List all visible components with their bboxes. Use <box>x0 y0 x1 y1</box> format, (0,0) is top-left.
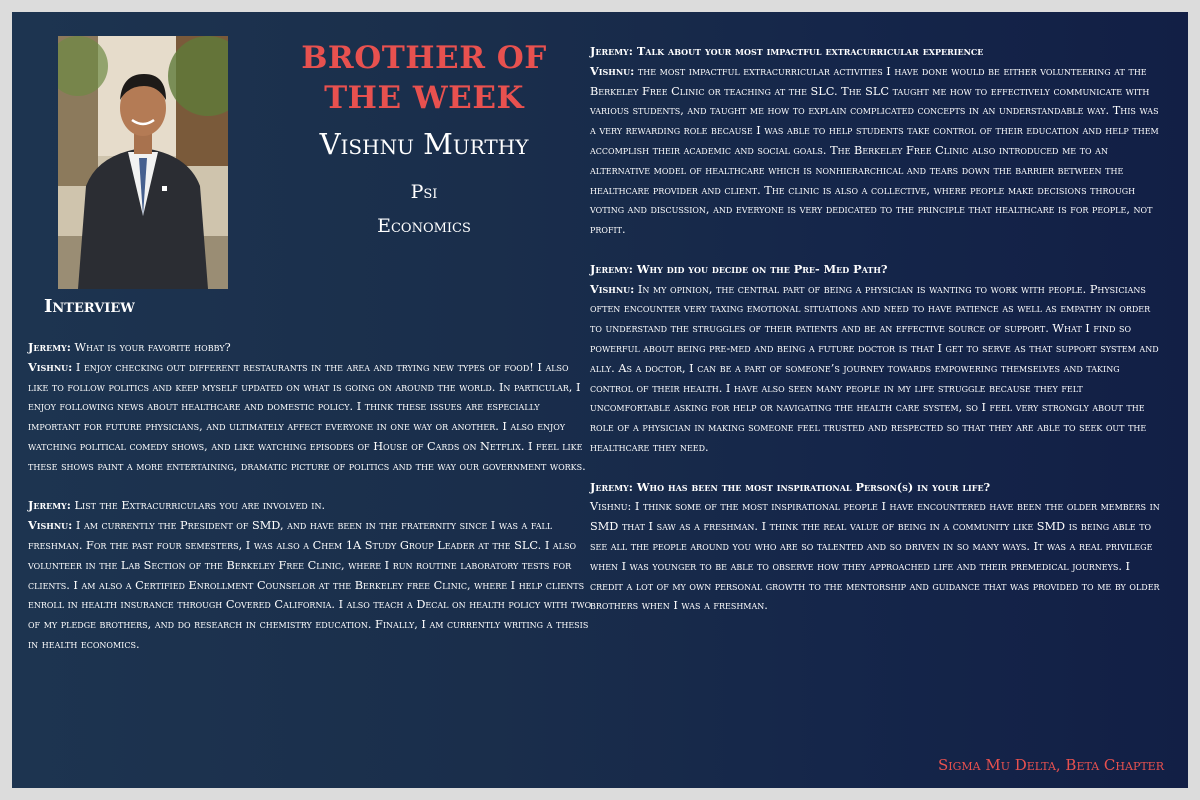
question-speaker: Jeremy: <box>28 340 71 354</box>
answer-text: the most impactful extracurricular activities I have done would be either volunteering at the Berkeley Free Clinic or teaching at the SLC. The SLC taught me how to effectively communicate with various students, and taught me how to explain complicated concepts in an understandable way. This was a very rewarding role because I was able to help students take control of their education and help them accomplish their academic and social goals. The Berkeley Free Clinic also introduced me to an alternative model of healthcare which is nonhierarchical and tears down the barrier between the healthcare provider and client. The clinic is also a collective, where people make decisions through voting and discussion, and everyone is very dedicated to the principle that healthcare is for people, not profit. <box>590 64 1159 237</box>
answer-speaker: Vishnu: <box>28 518 73 533</box>
qa-block <box>28 338 592 477</box>
question-speaker: Jeremy: <box>590 261 633 276</box>
answer <box>590 280 1162 458</box>
answer-text: I enjoy checking out different restaurants in the area and trying new types of food! I also like to follow politics and keep myself updated on what is going on around the world. In particular, I enjoy following news about healthcare and domestic policy. I think these issues are especially important for future physicians, and ultimately affect everyone in one way or another. I also enjoy watching political comedy shows, and like watching episodes of House of Cards on Netflix. I feel like these shows paint a more entertaining, dramatic picture of politics and the way our government works. <box>28 360 586 473</box>
answer <box>590 497 1162 616</box>
chapter-footer: Sigma Mu Delta, Beta Chapter <box>937 756 1164 774</box>
header-block <box>284 36 564 238</box>
interview-heading: Interview <box>44 296 135 317</box>
brother-name: Vishnu Murthy <box>319 127 529 161</box>
question-text: List the Extracurriculars you are involved in. <box>70 499 326 513</box>
portrait-illustration <box>58 36 228 289</box>
qa-block <box>590 42 1162 240</box>
question-text: Who has been the most inspirational Person(s) in your life? <box>632 479 991 494</box>
question-speaker: Jeremy: <box>28 498 71 513</box>
answer-text: I think some of the most inspirational people I have encountered have been the older members in SMD that I saw as a freshman. I think the real value of being in a community like SMD is being able to see all the people around you who are so talented and so driven in so many ways. It was a real privilege when I was younger to be able to observe how they approached life and their premedical journeys. I credit a lot of my own personal growth to the mentorship and guidance that was provided to me by older brothers when I was a freshman. <box>590 500 1160 613</box>
answer-text: In my opinion, the central part of being a physician is wanting to work with people. Physicians often encounter very taxing emotional situations and need to have patience as well as empathy in order to understand the struggles of their patients and be an effective source of support. What I find so powerful about being pre-med and being a future doctor is that I get to serve as that support system and ally. As a doctor, I can be a part of someone’s journey towards empowering themselves and taking control of their health. I have also seen many people in my life struggle because they felt uncomfortable asking for help or navigating the health care system, so I feel very strongly about the role of a physician in making someone feel trusted and respected so that they are able to seek out the healthcare they need. <box>590 282 1159 454</box>
qa-block <box>590 478 1162 617</box>
answer <box>590 62 1162 240</box>
answer-speaker: Vishnu: <box>28 359 73 374</box>
portrait-photo <box>58 36 228 289</box>
answer-speaker: Vishnu: <box>590 500 632 514</box>
pledge-class: Psi <box>410 181 438 203</box>
poster <box>12 12 1188 788</box>
question <box>28 338 592 358</box>
answer-text: I am currently the President of SMD, and have been in the fraternity since I was a fall freshman. For the past four semesters, I was also a Chem 1A Study Group Leader at the SLC. I also volunteer in the Lab Section of the Berkeley Free Clinic, where I run routine laboratory tests for clients. I am also a Certified Enrollment Counselor at the Berkeley free Clinic, where I help clients enroll in health insurance through Covered California. I also teach a Decal on health policy with two of my pledge brothers, and do research in chemistry education. Finally, I am currently writing a thesis in health economics. <box>28 519 592 651</box>
left-interview-column <box>28 338 592 675</box>
question <box>590 42 1162 62</box>
question <box>28 496 592 516</box>
qa-block <box>28 496 592 654</box>
question-speaker: Jeremy: <box>590 479 633 494</box>
question-text: Why did you decide on the Pre- Med Path? <box>632 261 888 276</box>
question <box>590 260 1162 280</box>
question <box>590 478 1162 498</box>
question-text: What is your favorite hobby? <box>70 341 231 354</box>
answer-speaker: Vishnu: <box>590 281 635 296</box>
poster-title: BROTHER OF THE WEEK <box>301 40 547 116</box>
answer-speaker: Vishnu: <box>590 63 635 78</box>
question-text: Talk about your most impactful extracurricular experience <box>632 44 984 58</box>
answer <box>28 358 592 477</box>
major: Economics <box>377 215 471 237</box>
answer <box>28 516 592 655</box>
qa-block <box>590 260 1162 458</box>
right-interview-column <box>590 42 1162 636</box>
question-speaker: Jeremy: <box>590 44 633 58</box>
